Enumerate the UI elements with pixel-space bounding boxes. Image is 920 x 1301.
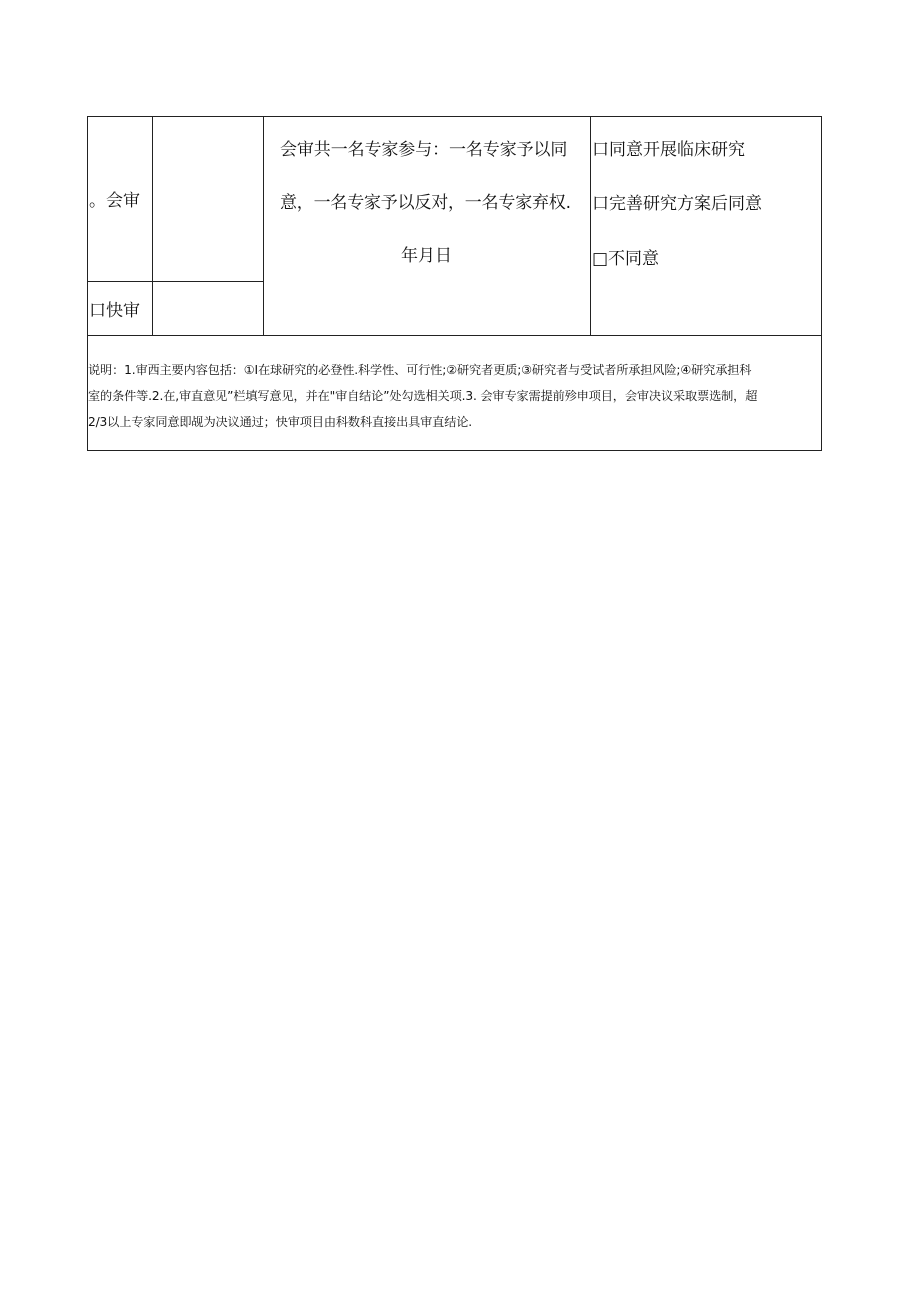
table-middle-border [87, 335, 822, 336]
notes-line-2: 室的条件等.2.在,审直意见”栏填写意见，并在"审自结论”处勾选相关项.3. 会审专家需提前殄申项目，会审决议采取票选制，超 [88, 389, 758, 403]
meeting-review-label: 。会审 [89, 191, 140, 211]
notes-line-1: 说明：1.审西主要内容包括：①I在球研究的必登性.科学性、可行性;②研究者更质;③研究者与受试者所承担风险;④研究承担科 [88, 363, 752, 377]
column-divider-2 [263, 116, 264, 336]
fast-review-signature-cell[interactable] [153, 282, 263, 335]
fast-review-checkbox-label[interactable]: 口快审 [89, 301, 140, 321]
option-agree-clinical-research[interactable]: 口同意开展临床研究 [592, 140, 745, 160]
column-divider-3 [590, 116, 591, 336]
option-agree-after-revision[interactable]: 口完善研究方案后同意 [592, 194, 762, 214]
meeting-date-label: 年月日 [401, 246, 452, 266]
option-disagree[interactable]: □不同意 [592, 249, 660, 269]
meeting-review-signature-cell[interactable] [153, 117, 263, 281]
meeting-summary-line-2: 意，一名专家予以反对，一名专家弃权. [280, 193, 571, 213]
table-bottom-border [87, 450, 822, 451]
meeting-summary-line-1: 会审共一名专家参与：一名专家予以同 [280, 140, 568, 160]
notes-line-3: 2/3以上专家同意即觇为决议通过；快审项目由科数科直接出具审直结论. [88, 415, 473, 429]
